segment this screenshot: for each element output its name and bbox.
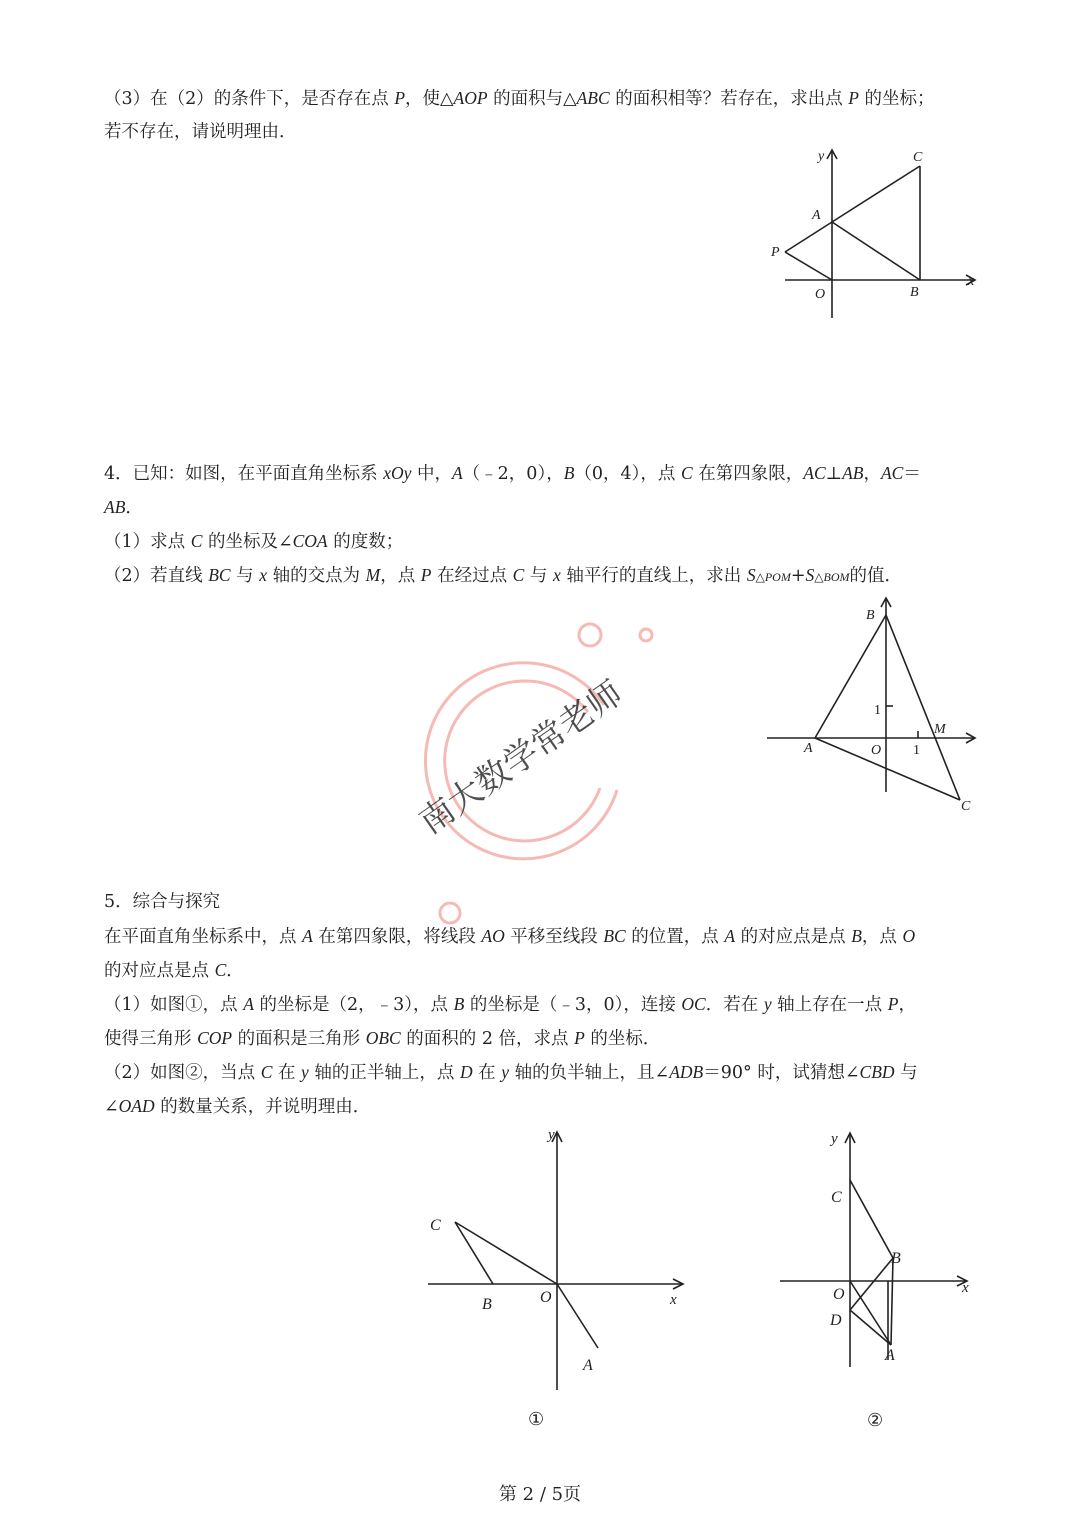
q5-title: 5．综合与探究 bbox=[104, 892, 221, 912]
q5f2-label-o: O bbox=[833, 1286, 845, 1303]
q3-label-a: A bbox=[812, 208, 821, 223]
q3-label-c: C bbox=[913, 150, 923, 165]
q3-seg-po bbox=[785, 252, 832, 280]
q4-line-4: （2）若直线 BC 与 x 轴的交点为 M，点 P 在经过点 C 与 x 轴平行的直线上，求出 S△POM+S△BOM的值． bbox=[104, 565, 903, 586]
q4-label-o: O bbox=[871, 743, 882, 758]
q5f1-caption: ① bbox=[528, 1409, 545, 1429]
q3-seg-ap bbox=[785, 222, 832, 252]
q5f2-label-x: x bbox=[962, 1280, 969, 1296]
page-footer: 第 2 / 5页 bbox=[498, 1484, 582, 1505]
q4-label-a: A bbox=[804, 741, 813, 756]
q5f2-seg-ba bbox=[891, 1258, 893, 1345]
q5f1-label-b: B bbox=[482, 1296, 492, 1313]
q3-seg-ab bbox=[832, 222, 920, 280]
q5-line-3: （1）如图①，点 A 的坐标是（2，﹣3），点 B 的坐标是（﹣3，0），连接 OC．若在 y 轴上存在一点 P， bbox=[104, 994, 916, 1015]
q3-label-b: B bbox=[910, 285, 919, 300]
q4-label-b: B bbox=[866, 608, 875, 623]
q5-line-1: 在平面直角坐标系中，点 A 在第四象限，将线段 AO 平移至线段 BC 的位置，点 A 的对应点是点 B，点 O bbox=[104, 926, 916, 947]
q4-figure bbox=[760, 595, 990, 820]
q4-line-2: AB． bbox=[104, 497, 143, 518]
q4-seg-ab bbox=[815, 615, 886, 738]
q5f1-label-o: O bbox=[540, 1289, 552, 1306]
q5f1-seg-cb bbox=[455, 1222, 493, 1284]
q3-line-2: 若不存在，请说明理由． bbox=[104, 122, 297, 142]
q5-line-2: 的对应点是点 C． bbox=[104, 960, 244, 981]
q4-label-c: C bbox=[961, 799, 971, 814]
watermark-seal bbox=[412, 615, 670, 925]
q5f1-label-x: x bbox=[670, 1292, 677, 1308]
q5f1-label-c: C bbox=[430, 1217, 441, 1234]
q5f2-label-c: C bbox=[831, 1189, 842, 1206]
q5f2-label-a: A bbox=[885, 1347, 895, 1364]
q3-label-y: y bbox=[818, 149, 825, 164]
q5f2-seg-cb bbox=[850, 1180, 893, 1258]
q3-label-o: O bbox=[815, 287, 826, 302]
q5-figure-1 bbox=[420, 1120, 700, 1435]
q5f2-seg-da bbox=[850, 1310, 891, 1345]
q5f2-caption: ② bbox=[867, 1410, 884, 1430]
q5-line-4: 使得三角形 COP 的面积是三角形 OBC 的面积的 2 倍，求点 P 的坐标． bbox=[104, 1028, 661, 1049]
q3-label-x: x bbox=[968, 274, 975, 289]
q3-label-p: P bbox=[771, 245, 780, 260]
q4-label-one-x: 1 bbox=[913, 743, 920, 758]
q5f2-label-b: B bbox=[891, 1250, 901, 1267]
q5-figure-2 bbox=[775, 1120, 985, 1435]
q5f1-label-a: A bbox=[583, 1357, 593, 1374]
q3-seg-ac bbox=[832, 166, 920, 222]
q5f2-seg-oa bbox=[850, 1281, 891, 1345]
q5f1-label-y: y bbox=[548, 1127, 555, 1143]
watermark-text: 南大数学常老师 bbox=[412, 673, 631, 843]
q4-line-1: 4．已知：如图，在平面直角坐标系 xOy 中，A（﹣2，0），B（0，4），点 C 在第四象限，AC⊥AB，AC＝ bbox=[104, 463, 921, 484]
q3-line-1: （3）在（2）的条件下，是否存在点 P，使△AOP 的面积与△ABC 的面积相等？若存在，求出点 P 的坐标； bbox=[104, 88, 935, 109]
q5f2-label-y: y bbox=[831, 1131, 838, 1147]
q5-line-5: （2）如图②，当点 C 在 y 轴的正半轴上，点 D 在 y 轴的负半轴上，且∠ADB＝90° 时，试猜想∠CBD 与 bbox=[104, 1062, 918, 1083]
q5f1-seg-oa bbox=[557, 1284, 598, 1348]
q5-line-6: ∠OAD 的数量关系，并说明理由． bbox=[104, 1096, 371, 1117]
q5f1-seg-co bbox=[455, 1222, 557, 1284]
q4-label-m: M bbox=[934, 722, 946, 737]
q4-label-one-y: 1 bbox=[874, 703, 881, 718]
q3-figure bbox=[760, 140, 990, 330]
q5f2-seg-bd bbox=[850, 1258, 893, 1310]
q5f2-label-d: D bbox=[830, 1312, 842, 1329]
q4-line-3: （1）求点 C 的坐标及∠COA 的度数； bbox=[104, 531, 404, 552]
